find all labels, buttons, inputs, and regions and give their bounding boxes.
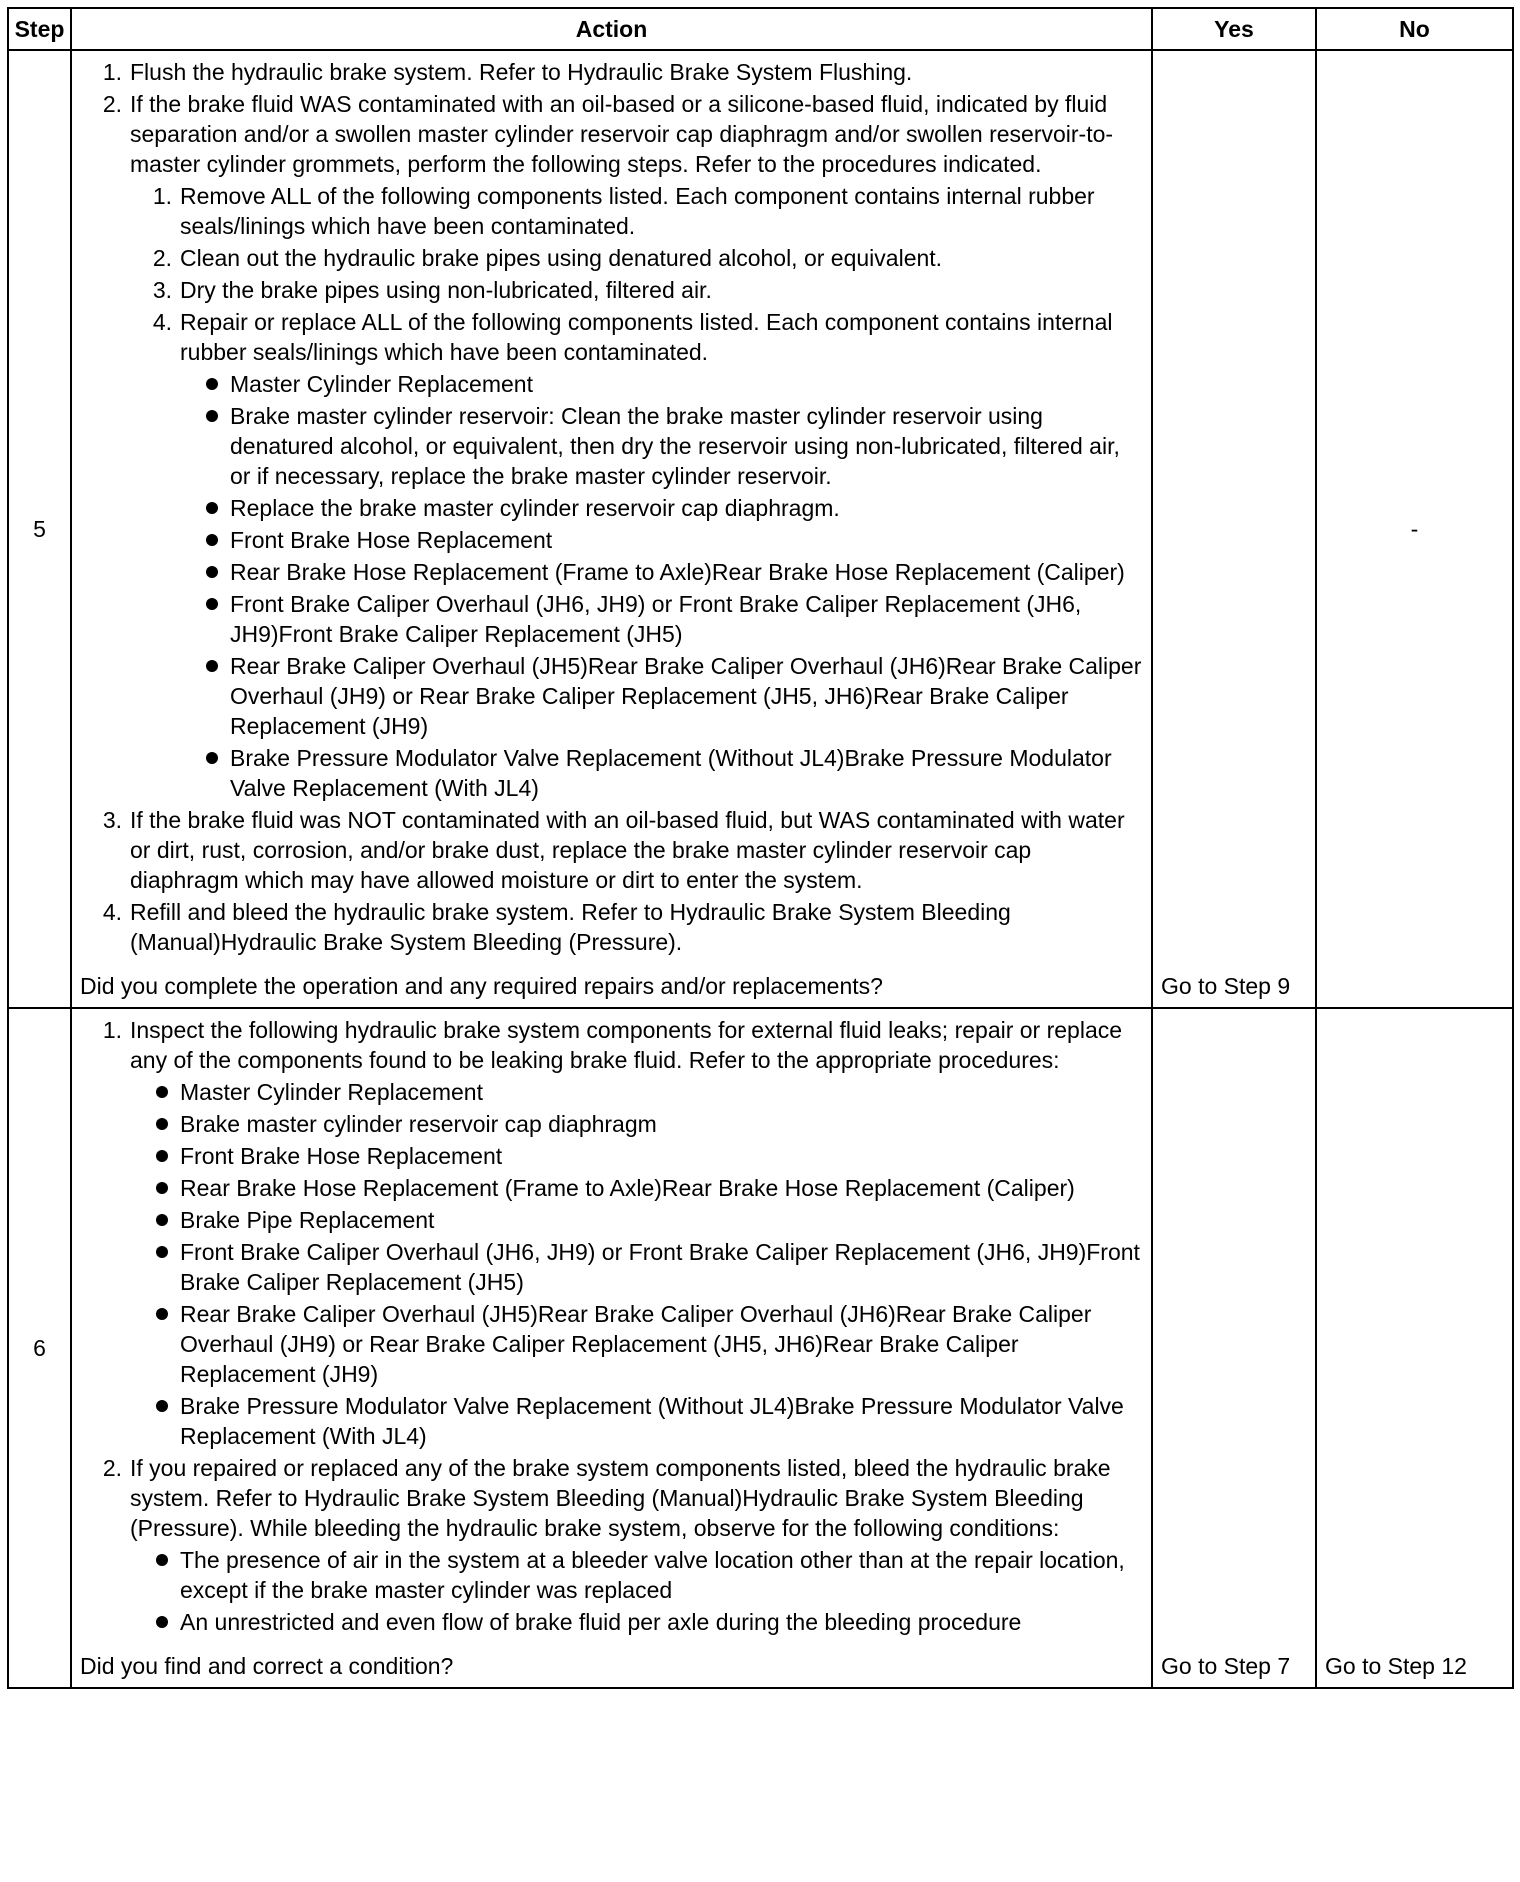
bullet-icon bbox=[206, 660, 218, 672]
bullet-item: Front Brake Caliper Overhaul (JH6, JH9) or Front Brake Caliper Replacement (JH6, JH9)Front Brake Caliper Replacement (JH5) bbox=[130, 1237, 1143, 1297]
bullet-icon bbox=[156, 1400, 168, 1412]
header-row bbox=[8, 8, 1513, 50]
action-item: 1. Flush the hydraulic brake system. Refer to Hydraulic Brake System Flushing. bbox=[102, 59, 913, 85]
bullet-item: Front Brake Caliper Overhaul (JH6, JH9) or Front Brake Caliper Replacement (JH6, JH9)Front Brake Caliper Replacement (JH5) bbox=[180, 589, 1143, 649]
bullet-item: Rear Brake Caliper Overhaul (JH5)Rear Brake Caliper Overhaul (JH6)Rear Brake Caliper Overhaul (JH9) or Rear Brake Caliper Replacement (JH5, JH6)Rear Brake Caliper Replacement (JH9) bbox=[180, 651, 1143, 741]
bullet-item: Front Brake Hose Replacement bbox=[130, 1141, 1143, 1171]
yes-cell bbox=[1152, 50, 1316, 1008]
bullet-item: Rear Brake Hose Replacement (Frame to Axle)Rear Brake Hose Replacement (Caliper) bbox=[180, 557, 1143, 587]
bullet-item: The presence of air in the system at a bleeder valve location other than at the repair location, except if the brake master cylinder was replaced bbox=[130, 1545, 1143, 1605]
step-row-6 bbox=[8, 1008, 1513, 1688]
bullet-item: Master Cylinder Replacement bbox=[180, 369, 1143, 399]
question-text: Did you find and correct a condition? bbox=[80, 1653, 454, 1679]
bullet-item: Brake master cylinder reservoir: Clean the brake master cylinder reservoir using denatured alcohol, or equivalent, then dry the reservoir using non-lubricated, filtered air, or if necessary, replace the brake master cylinder reservoir. bbox=[180, 401, 1143, 491]
bullet-icon bbox=[156, 1118, 168, 1130]
bullet-item: Brake Pressure Modulator Valve Replacement (Without JL4)Brake Pressure Modulator Valve Replacement (With JL4) bbox=[180, 743, 1143, 803]
bullet-icon bbox=[156, 1182, 168, 1194]
bullet-item: Replace the brake master cylinder reservoir cap diaphragm. bbox=[180, 493, 1143, 523]
bullet-icon bbox=[156, 1616, 168, 1628]
step-row-5 bbox=[8, 50, 1513, 1008]
action-item: 3. If the brake fluid was NOT contaminated with an oil-based fluid, but WAS contaminated with water or dirt, rust, corrosion, and/or brake dust, replace the brake master cylinder reservoir cap diaphragm which may have allowed moisture or dirt to enter the system. bbox=[102, 807, 1125, 893]
bullet-item: Master Cylinder Replacement bbox=[130, 1077, 1143, 1107]
bullet-item: Front Brake Hose Replacement bbox=[180, 525, 1143, 555]
bullet-icon bbox=[206, 598, 218, 610]
yes-goto: Go to Step 7 bbox=[1161, 1653, 1291, 1679]
bullet-icon bbox=[206, 534, 218, 546]
yes-goto: Go to Step 9 bbox=[1161, 973, 1291, 999]
action-item: 4. Refill and bleed the hydraulic brake system. Refer to Hydraulic Brake System Bleeding (Manual)Hydraulic Brake System Bleeding (Pressure). bbox=[102, 899, 1011, 955]
question-text: Did you complete the operation and any required repairs and/or replacements? bbox=[80, 973, 883, 999]
header-yes: Yes bbox=[1152, 8, 1316, 50]
action-item: 2. If the brake fluid WAS contaminated with an oil-based or a silicone-based fluid, indicated by fluid separation and/or a swollen master cylinder reservoir cap diaphragm and/or swollen reservoir-to-master cylinder grommets, perform the following steps. Refer to the procedures indicated. bbox=[102, 91, 1114, 177]
bullet-icon bbox=[206, 378, 218, 390]
bullet-item: Brake master cylinder reservoir cap diaphragm bbox=[130, 1109, 1143, 1139]
bullet-icon bbox=[206, 566, 218, 578]
bullet-item: Brake Pressure Modulator Valve Replacement (Without JL4)Brake Pressure Modulator Valve Replacement (With JL4) bbox=[130, 1391, 1143, 1451]
action-item: 1. Inspect the following hydraulic brake system components for external fluid leaks; repair or replace any of the components found to be leaking brake fluid. Refer to the appropriate procedures: bbox=[102, 1017, 1123, 1073]
sub-list-container bbox=[80, 181, 1143, 803]
bullet-list-container bbox=[80, 1545, 1143, 1637]
sub-item: 2. Clean out the hydraulic brake pipes using denatured alcohol, or equivalent. bbox=[152, 245, 943, 271]
bullet-icon bbox=[156, 1150, 168, 1162]
bullet-item: Rear Brake Hose Replacement (Frame to Axle)Rear Brake Hose Replacement (Caliper) bbox=[130, 1173, 1143, 1203]
diagnostic-table bbox=[7, 7, 1514, 1689]
bullet-item: Brake Pipe Replacement bbox=[130, 1205, 1143, 1235]
yes-cell bbox=[1152, 1008, 1316, 1688]
action-item: 2. If you repaired or replaced any of the brake system components listed, bleed the hydraulic brake system. Refer to Hydraulic Brake System Bleeding (Manual)Hydraulic Brake System Bleeding (Pressure). While bleeding the hydraulic brake system, observe for the following conditions: bbox=[102, 1455, 1111, 1541]
no-cell: - bbox=[1316, 50, 1513, 1008]
bullet-icon bbox=[156, 1086, 168, 1098]
bullet-icon bbox=[156, 1214, 168, 1226]
bullet-item: Rear Brake Caliper Overhaul (JH5)Rear Brake Caliper Overhaul (JH6)Rear Brake Caliper Overhaul (JH9) or Rear Brake Caliper Replacement (JH5, JH6)Rear Brake Caliper Replacement (JH9) bbox=[130, 1299, 1143, 1389]
bullet-icon bbox=[156, 1554, 168, 1566]
bullet-item: An unrestricted and even flow of brake fluid per axle during the bleeding procedure bbox=[130, 1607, 1143, 1637]
header-no: No bbox=[1316, 8, 1513, 50]
step-number: 5 bbox=[8, 50, 71, 1008]
action-cell bbox=[71, 50, 1152, 1008]
action-cell bbox=[71, 1008, 1152, 1688]
no-cell bbox=[1316, 1008, 1513, 1688]
bullet-list-container bbox=[80, 1077, 1143, 1451]
header-step: Step bbox=[8, 8, 71, 50]
sub-item: 3. Dry the brake pipes using non-lubricated, filtered air. bbox=[152, 277, 712, 303]
bullet-icon bbox=[206, 410, 218, 422]
bullet-icon bbox=[206, 752, 218, 764]
header-action: Action bbox=[71, 8, 1152, 50]
step-number: 6 bbox=[8, 1008, 71, 1688]
sub-item: 4. Repair or replace ALL of the following components listed. Each component contains internal rubber seals/linings which have been contaminated. bbox=[152, 309, 1113, 365]
bullet-icon bbox=[156, 1308, 168, 1320]
no-goto: Go to Step 12 bbox=[1325, 1653, 1467, 1679]
sub-item: 1. Remove ALL of the following components listed. Each component contains internal rubber seals/linings which have been contaminated. bbox=[152, 183, 1095, 239]
bullet-icon bbox=[156, 1246, 168, 1258]
bullet-icon bbox=[206, 502, 218, 514]
